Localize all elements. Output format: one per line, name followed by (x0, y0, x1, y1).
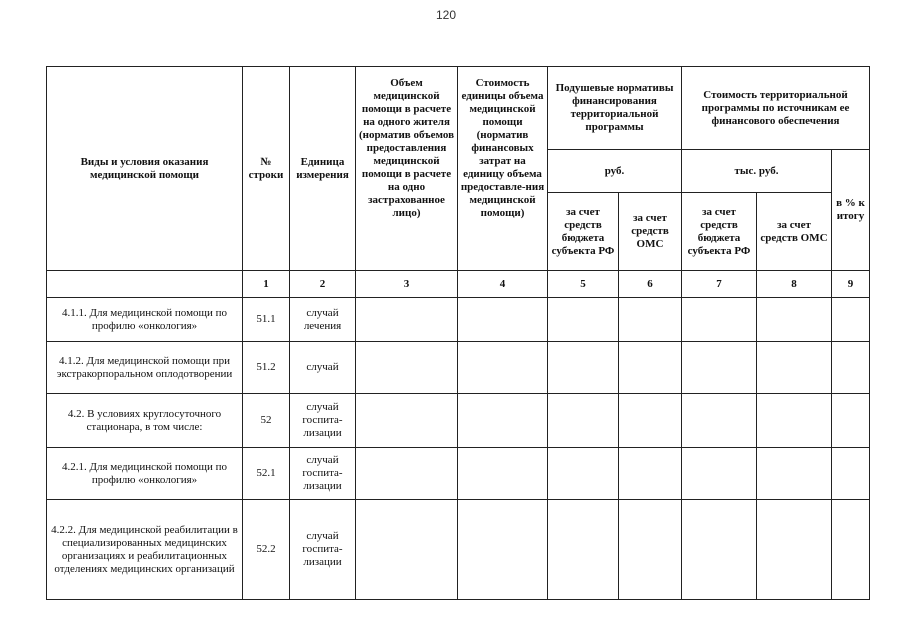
header-program-cost: Стоимость территориальной программы по источникам ее финансового обеспечения (682, 67, 870, 150)
row-label: 4.2.2. Для медицинской реабилитации в специализированных медицинских организациях и реабилитационных отделениях медицинских организаций (47, 500, 243, 600)
data-cell (757, 448, 832, 500)
row-unit: случай лечения (290, 298, 356, 342)
row-unit: случай госпита-лизации (290, 500, 356, 600)
data-cell (832, 500, 870, 600)
header-row-no: № строки (243, 67, 290, 271)
table-row (47, 298, 870, 342)
data-cell (458, 500, 548, 600)
data-cell (619, 448, 682, 500)
data-cell (548, 500, 619, 600)
data-cell (619, 298, 682, 342)
header-unit: Единица измерения (290, 67, 356, 271)
row-code: 51.1 (243, 298, 290, 342)
data-cell (832, 298, 870, 342)
column-number: 6 (619, 271, 682, 298)
header-cost: Стоимость единицы объема медицинской помощи (норматив финансовых затрат на единицу объема предоставле-ния медицинской помощи) (458, 67, 548, 271)
data-cell (458, 394, 548, 448)
data-cell (757, 342, 832, 394)
data-cell (548, 298, 619, 342)
data-cell (356, 394, 458, 448)
table-row (47, 500, 870, 600)
column-number: 8 (757, 271, 832, 298)
row-unit: случай госпита-лизации (290, 448, 356, 500)
data-cell (757, 500, 832, 600)
data-cell (619, 394, 682, 448)
data-cell (832, 448, 870, 500)
data-cell (682, 342, 757, 394)
header-volume: Объем медицинской помощи в расчете на одного жителя (норматив объемов предоставления медицинской помощи в расчете на одно застрахованное лицо) (356, 67, 458, 271)
data-cell (458, 342, 548, 394)
row-code: 52 (243, 394, 290, 448)
header-oms-rub: за счет средств ОМС (619, 193, 682, 271)
page-number: 120 (436, 8, 457, 22)
column-number: 5 (548, 271, 619, 298)
data-cell (682, 448, 757, 500)
column-number: 2 (290, 271, 356, 298)
data-cell (682, 394, 757, 448)
data-cell (832, 394, 870, 448)
header-percent: в % к итогу (832, 150, 870, 271)
column-number: 7 (682, 271, 757, 298)
row-label: 4.1.1. Для медицинской помощи по профилю «онкология» (47, 298, 243, 342)
data-cell (619, 342, 682, 394)
data-cell (458, 298, 548, 342)
data-cell (548, 342, 619, 394)
column-number-row (47, 271, 870, 298)
data-cell (548, 394, 619, 448)
header-budget-rf-rub: за счет средств бюджета субъекта РФ (548, 193, 619, 271)
data-cell (458, 448, 548, 500)
header-rub: руб. (548, 150, 682, 193)
row-code: 51.2 (243, 342, 290, 394)
header-budget-rf-thous: за счет средств бюджета субъекта РФ (682, 193, 757, 271)
data-cell (757, 298, 832, 342)
row-label: 4.1.2. Для медицинской помощи при экстракорпоральном оплодотворении (47, 342, 243, 394)
data-cell (619, 500, 682, 600)
column-number: 4 (458, 271, 548, 298)
header-thous-rub: тыс. руб. (682, 150, 832, 193)
header-oms-thous: за счет средств ОМС (757, 193, 832, 271)
header-kind: Виды и условия оказания медицинской помощи (47, 67, 243, 271)
row-unit: случай госпита-лизации (290, 394, 356, 448)
row-code: 52.2 (243, 500, 290, 600)
row-label: 4.2.1. Для медицинской помощи по профилю «онкология» (47, 448, 243, 500)
row-code: 52.1 (243, 448, 290, 500)
column-number: 9 (832, 271, 870, 298)
data-cell (548, 448, 619, 500)
table-row (47, 448, 870, 500)
financing-table (46, 66, 870, 600)
data-cell (356, 298, 458, 342)
data-cell (757, 394, 832, 448)
column-number: 1 (243, 271, 290, 298)
table-row (47, 394, 870, 448)
data-cell (356, 448, 458, 500)
row-label: 4.2. В условиях круглосуточного стационара, в том числе: (47, 394, 243, 448)
table-row (47, 342, 870, 394)
column-number: 3 (356, 271, 458, 298)
data-cell (832, 342, 870, 394)
column-number-blank (47, 271, 243, 298)
data-cell (682, 500, 757, 600)
header-per-capita: Подушевые нормативы финансирования территориальной программы (548, 67, 682, 150)
data-cell (356, 500, 458, 600)
row-unit: случай (290, 342, 356, 394)
data-cell (356, 342, 458, 394)
data-cell (682, 298, 757, 342)
